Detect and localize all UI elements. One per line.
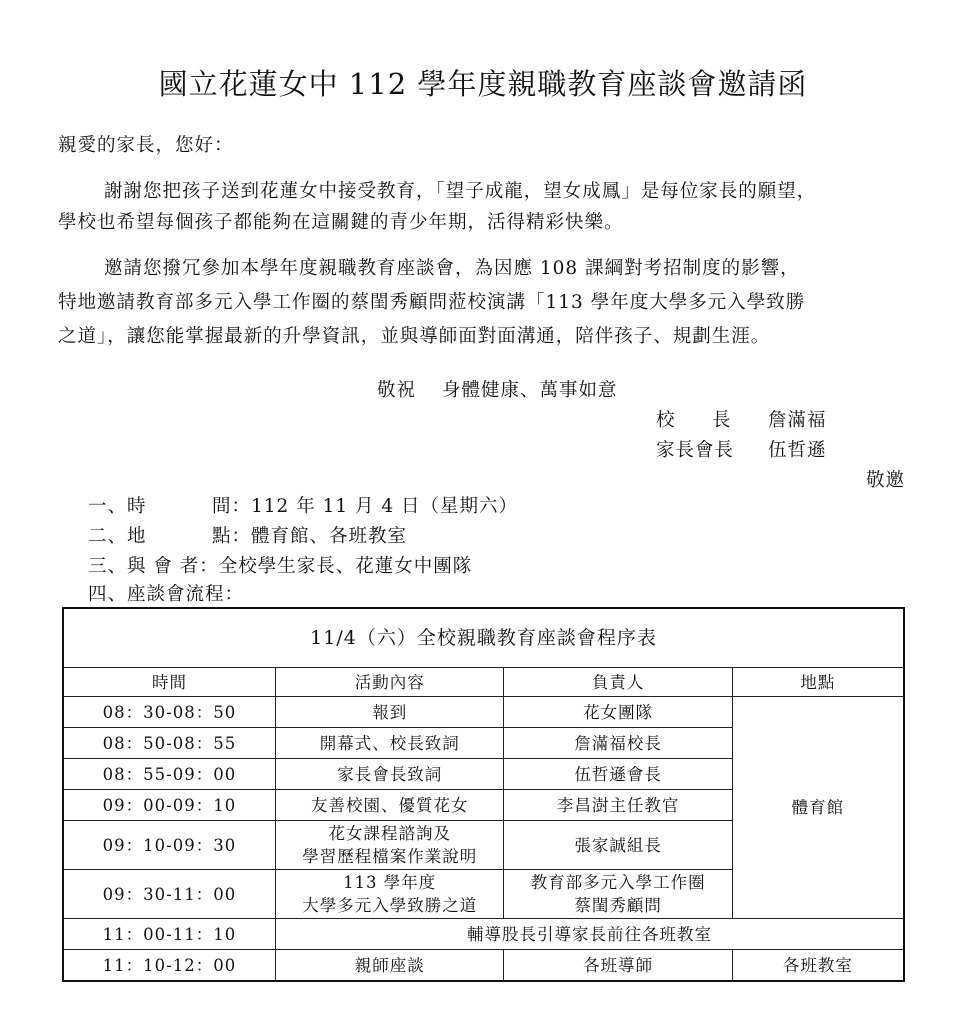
row-activity-line-1: 花女課程諮詢及	[328, 824, 451, 843]
header-location: 地點	[732, 668, 904, 697]
row-activity	[275, 870, 504, 919]
row-time: 08：50-08：55	[63, 728, 275, 759]
row-activity	[275, 821, 504, 870]
header-time: 時間	[63, 668, 275, 697]
info-place-label-a: 地	[127, 526, 147, 547]
shared-location-cell: 體育館	[732, 697, 904, 919]
table-row	[63, 950, 904, 982]
closing-wish	[377, 376, 618, 402]
row-owner-line-2: 蔡閨秀顧問	[574, 896, 662, 915]
row-time: 11：10-12：00	[63, 950, 275, 982]
row-activity-line-1: 113 學年度	[343, 873, 437, 892]
info-place	[88, 522, 407, 548]
row-activity-line-2: 大學多元入學致勝之道	[302, 896, 478, 915]
info-place-num: 二、	[88, 526, 128, 547]
table-row	[63, 697, 904, 728]
row-activity-line-2: 學習歷程檔案作業說明	[302, 847, 478, 866]
row-owner: 各班導師	[504, 950, 732, 982]
info-attendees	[88, 552, 472, 578]
info-attendee-num: 三、	[88, 556, 128, 577]
info-time-label-a: 時	[127, 496, 147, 517]
row-time: 09：30-11：00	[63, 870, 275, 919]
row-time: 08：55-09：00	[63, 759, 275, 790]
row-owner: 李昌澍主任教官	[504, 790, 732, 821]
paragraph-2-line-3: 之道」，讓您能掌握最新的升學資訊，並與導師面對面溝通，陪伴孩子、規劃生涯。	[58, 326, 771, 347]
row-owner: 詹滿福校長	[504, 728, 732, 759]
row-activity: 親師座談	[275, 950, 504, 982]
info-time-value: 112 年 11 月 4 日（星期六）	[251, 496, 519, 517]
principal-signature	[656, 406, 827, 432]
principal-role-b: 長	[712, 410, 731, 431]
info-flow-label: 座談會流程：	[127, 584, 245, 605]
row-owner-line-1: 教育部多元入學工作圈	[530, 873, 706, 892]
pta-signature	[656, 436, 827, 462]
header-owner: 負責人	[504, 668, 732, 697]
schedule-table	[62, 607, 905, 982]
row-owner	[504, 870, 732, 919]
closing-wish-prefix: 敬祝	[377, 380, 417, 401]
row-activity: 開幕式、校長致詞	[275, 728, 504, 759]
info-time-num: 一、	[88, 496, 128, 517]
principal-role-a: 校	[656, 410, 675, 431]
pta-name: 伍哲遜	[768, 440, 827, 461]
row-owner: 花女團隊	[504, 697, 732, 728]
info-attendee-value: 全校學生家長、花蓮女中團隊	[218, 556, 473, 577]
info-time	[88, 492, 518, 518]
row-activity: 報到	[275, 697, 504, 728]
table-row	[63, 919, 904, 950]
info-time-label-b: 間：	[212, 496, 252, 517]
row-activity: 友善校園、優質花女	[275, 790, 504, 821]
row-time: 09：00-09：10	[63, 790, 275, 821]
info-attendee-label: 與 會 者：	[127, 556, 219, 577]
paragraph-1-line-1: 謝謝您把孩子送到花蓮女中接受教育，「望子成龍，望女成鳳」是每位家長的願望，	[104, 181, 817, 202]
greeting: 親愛的家長，您好：	[58, 135, 234, 156]
paragraph-2-line-1: 邀請您撥冗參加本學年度親職教育座談會，為因應 108 課綱對考招制度的影響，	[104, 258, 800, 279]
paragraph-2-line-2: 特地邀請教育部多元入學工作圈的蔡閨秀顧問蒞校演講「113 學年度大學多元入學致勝	[58, 292, 806, 313]
paragraph-1-line-2: 學校也希望每個孩子都能夠在這關鍵的青少年期，活得精彩快樂。	[58, 212, 624, 233]
closing-wish-text: 身體健康、萬事如意	[442, 380, 618, 401]
row-activity: 家長會長致詞	[275, 759, 504, 790]
info-flow	[88, 580, 244, 606]
table-header-row	[63, 668, 904, 697]
invite-sign-off: 敬邀	[866, 470, 906, 491]
schedule-caption: 11/4（六）全校親職教育座談會程序表	[63, 608, 904, 668]
header-activity: 活動內容	[275, 668, 504, 697]
info-place-label-b: 點：	[212, 526, 252, 547]
pta-role: 家長會長	[656, 440, 735, 461]
principal-name: 詹滿福	[768, 410, 827, 431]
row-time: 08：30-08：50	[63, 697, 275, 728]
row-owner: 伍哲遜會長	[504, 759, 732, 790]
letter-title: 國立花蓮女中 112 學年度親職教育座談會邀請函	[158, 67, 808, 101]
row-time: 09：10-09：30	[63, 821, 275, 870]
row-location: 各班教室	[732, 950, 904, 982]
row-merged-activity: 輔導股長引導家長前往各班教室	[275, 919, 904, 950]
info-place-value: 體育館、各班教室	[251, 526, 408, 547]
row-time: 11：00-11：10	[63, 919, 275, 950]
info-flow-num: 四、	[88, 584, 128, 605]
row-owner: 張家誠組長	[504, 821, 732, 870]
